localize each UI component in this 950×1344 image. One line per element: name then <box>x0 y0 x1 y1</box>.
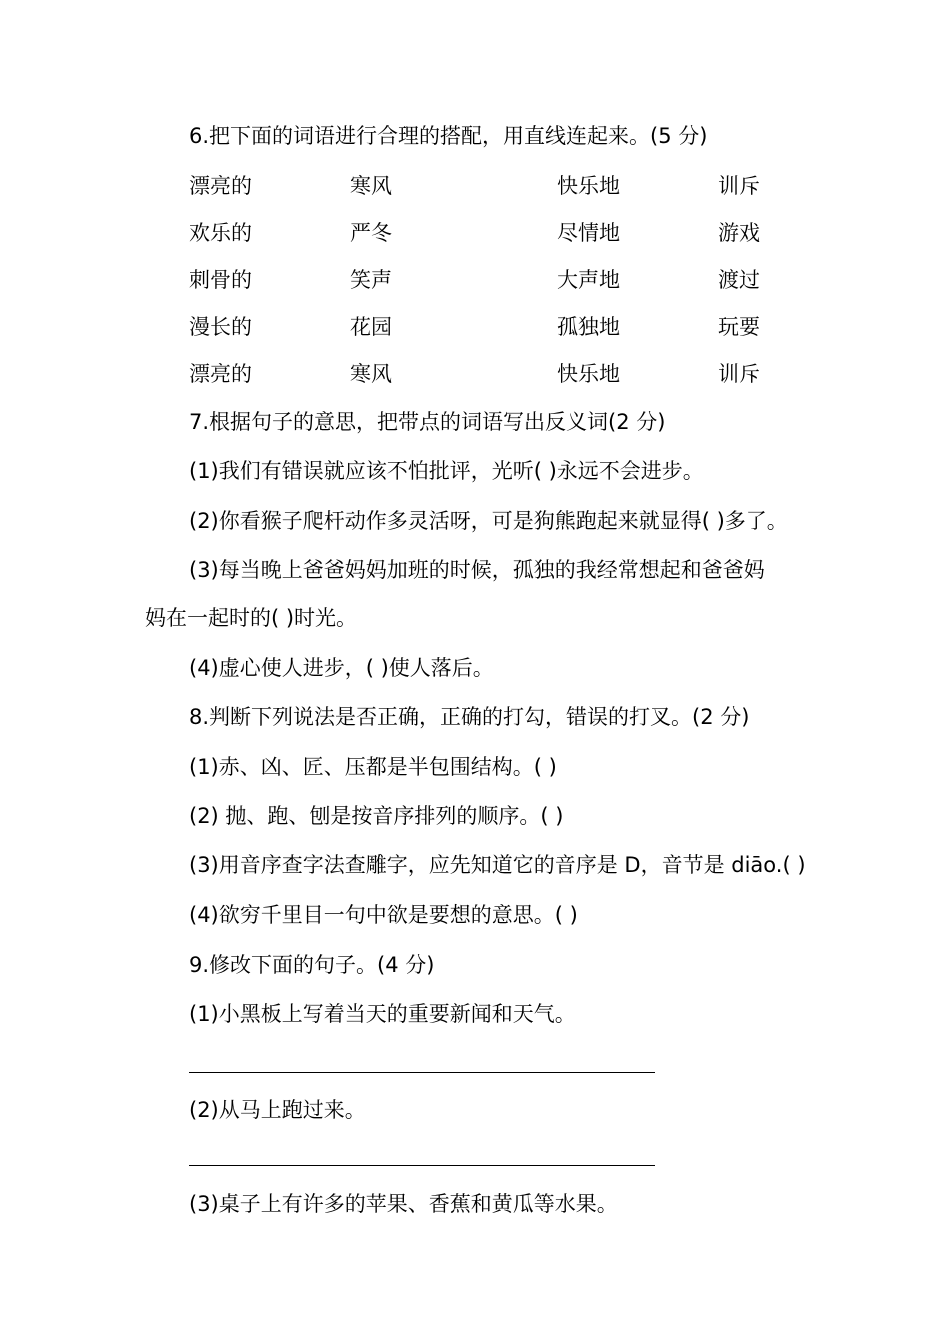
word-item: 笑声 <box>350 268 392 292</box>
q7-item-4: (4)虚心使人进步，( )使人落后。 <box>189 656 494 680</box>
q9-title: 9.修改下面的句子。(4 分) <box>189 953 435 977</box>
q8-item-4: (4)欲穷千里目一句中欲是要想的意思。( ) <box>189 903 578 927</box>
word-item: 漫长的 <box>189 315 252 339</box>
q7-title: 7.根据句子的意思，把带点的词语写出反义词(2 分) <box>189 410 666 434</box>
q7-item-2: (2)你看猴子爬杆动作多灵活呀，可是狗熊跑起来就显得( )多了。 <box>189 509 788 533</box>
word-item: 漂亮的 <box>189 174 252 198</box>
word-item: 尽情地 <box>557 221 620 245</box>
word-item: 训斥 <box>718 362 760 386</box>
word-item: 快乐地 <box>557 362 620 386</box>
q7-item-3-line-1: (3)每当晚上爸爸妈妈加班的时候，孤独的我经常想起和爸爸妈 <box>189 558 765 582</box>
q7-item-3-line-2: 妈在一起时的( )时光。 <box>145 606 358 630</box>
q9-item-2: (2)从马上跑过来。 <box>189 1098 366 1122</box>
q7-item-1: (1)我们有错误就应该不怕批评，光听( )永远不会进步。 <box>189 459 704 483</box>
word-item: 花园 <box>350 315 392 339</box>
q8-item-1: (1)赤、凶、匠、压都是半包围结构。( ) <box>189 755 557 779</box>
word-item: 欢乐的 <box>189 221 252 245</box>
word-item: 严冬 <box>350 221 392 245</box>
word-item: 寒风 <box>350 362 392 386</box>
q9-item-3: (3)桌子上有许多的苹果、香蕉和黄瓜等水果。 <box>189 1192 618 1216</box>
answer-blank-line <box>189 1165 655 1166</box>
word-item: 孤独地 <box>557 315 620 339</box>
q8-title: 8.判断下列说法是否正确，正确的打勾，错误的打叉。(2 分) <box>189 705 750 729</box>
answer-blank-line <box>189 1072 655 1073</box>
word-item: 刺骨的 <box>189 268 252 292</box>
q6-title: 6.把下面的词语进行合理的搭配，用直线连起来。(5 分) <box>189 124 708 148</box>
word-item: 训斥 <box>718 174 760 198</box>
word-item: 寒风 <box>350 174 392 198</box>
word-item: 渡过 <box>718 268 760 292</box>
word-item: 快乐地 <box>557 174 620 198</box>
word-item: 漂亮的 <box>189 362 252 386</box>
word-item: 玩要 <box>718 315 760 339</box>
word-item: 游戏 <box>718 221 760 245</box>
q9-item-1: (1)小黑板上写着当天的重要新闻和天气。 <box>189 1002 576 1026</box>
q8-item-3: (3)用音序查字法查雕字，应先知道它的音序是 D，音节是 diāo.( ) <box>189 853 806 877</box>
q8-item-2: (2) 抛、跑、刨是按音序排列的顺序。( ) <box>189 804 564 828</box>
word-item: 大声地 <box>557 268 620 292</box>
